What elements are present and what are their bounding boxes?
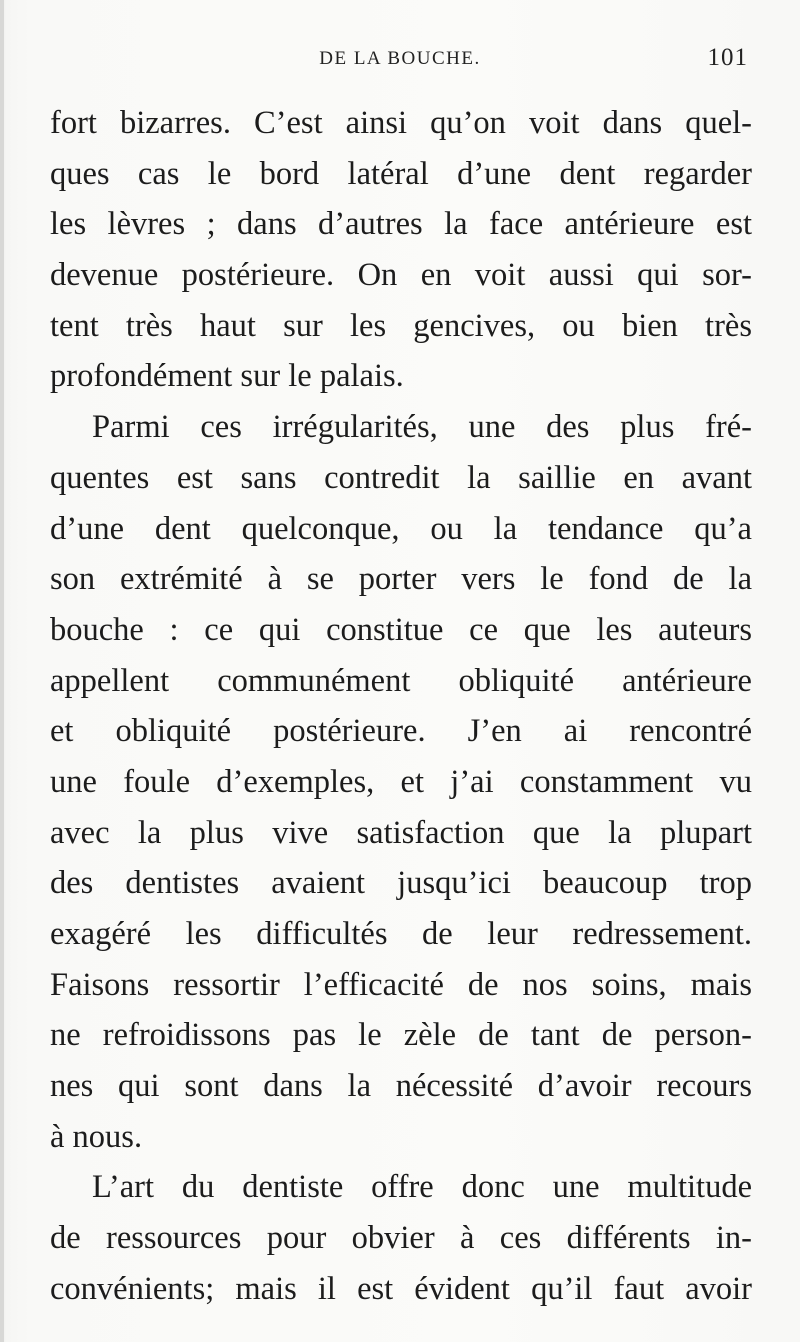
text-line: d’une dent quelconque, ou la tendance qu’a xyxy=(50,510,752,547)
text-line: exagéré les difficultés de leur redressement. xyxy=(50,916,752,952)
page-number: 101 xyxy=(707,44,748,71)
text-line: quentes est sans contredit la saillie en avant xyxy=(50,459,752,496)
running-title: DE LA BOUCHE. xyxy=(319,48,481,69)
text-line-paragraph-start: Parmi ces irrégularités, une des plus fré- xyxy=(92,409,752,446)
text-line: bouche : ce qui constitue ce que les auteurs xyxy=(50,611,752,648)
text-line: nes qui sont dans la nécessité d’avoir recours xyxy=(50,1068,752,1105)
text-line: fort bizarres. C’est ainsi qu’on voit dans quel- xyxy=(50,105,752,141)
text-line: avec la plus vive satisfaction que la plupart xyxy=(50,814,752,851)
running-head xyxy=(0,44,800,74)
text-line: tent très haut sur les gencives, ou bien très xyxy=(50,307,752,344)
text-line: devenue postérieure. On en voit aussi qui sor- xyxy=(50,257,752,294)
text-line-paragraph-end: profondément sur le palais. xyxy=(50,358,404,395)
text-line: de ressources pour obvier à ces différents in- xyxy=(50,1220,752,1257)
text-line: une foule d’exemples, et j’ai constamment vu xyxy=(50,763,752,800)
text-line: son extrémité à se porter vers le fond de la xyxy=(50,561,752,598)
text-line: Faisons ressortir l’efficacité de nos soins, mais xyxy=(50,966,752,1003)
text-line: des dentistes avaient jusqu’ici beaucoup trop xyxy=(50,865,752,902)
text-line: les lèvres ; dans d’autres la face antérieure est xyxy=(50,206,752,243)
body-text xyxy=(50,98,752,1315)
text-line: et obliquité postérieure. J’en ai rencontré xyxy=(50,713,752,750)
text-line-paragraph-end: à nous. xyxy=(50,1118,143,1155)
text-line: ne refroidissons pas le zèle de tant de person- xyxy=(50,1017,752,1054)
text-line-paragraph-start: L’art du dentiste offre donc une multitude xyxy=(92,1169,752,1206)
text-line: convénients; mais il est évident qu’il faut avoir xyxy=(50,1270,752,1307)
page-edge xyxy=(0,0,4,1342)
text-line: ques cas le bord latéral d’une dent regarder xyxy=(50,155,752,192)
text-line: appellent communément obliquité antérieure xyxy=(50,662,752,699)
